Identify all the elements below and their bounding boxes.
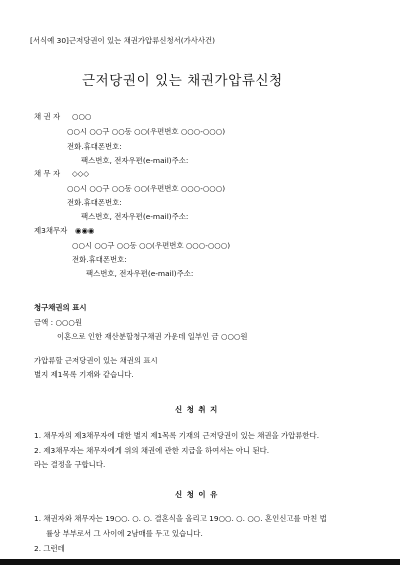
debtor-role: 채 무 자 xyxy=(34,169,61,178)
reasons-item-1: 1. 채권자와 채무자는 19○○. ○. ○. 결혼식을 올리고 19○○. ○. ○○. 혼인신고를 마친 법 xyxy=(34,514,327,523)
page-bottom-border xyxy=(0,559,400,565)
reasons-item-1-cont: 률상 부부로서 그 사이에 2남매를 두고 있습니다. xyxy=(46,529,203,538)
document-title: 근저당권이 있는 채권가압류신청 xyxy=(82,73,283,89)
seizure-line-1: 가압류할 근저당권이 있는 채권의 표시 xyxy=(34,356,158,365)
debtor-phone: 전화.휴대폰번호: xyxy=(67,198,122,207)
reasons-heading: 신 청 이 유 xyxy=(175,490,219,499)
reasons-item-2: 2. 그런데 xyxy=(34,544,65,553)
claim-heading: 청구채권의 표시 xyxy=(34,303,87,312)
creditor-address: ○○시 ○○구 ○○동 ○○(우편번호 ○○○-○○○) xyxy=(67,127,226,136)
purpose-item-1: 1. 채무자의 제3채무자에 대한 별지 제1목록 기재의 근저당권이 있는 채권을 가압류한다. xyxy=(34,431,320,440)
creditor-role: 채 권 자 xyxy=(34,112,61,121)
third-debtor-role: 제3채무자 xyxy=(34,226,68,235)
creditor-name: ○○○ xyxy=(72,112,92,121)
third-debtor-address: ○○시 ○○구 ○○동 ○○(우편번호 ○○○-○○○) xyxy=(72,241,231,250)
debtor-name: ◇◇◇ xyxy=(72,169,90,178)
third-debtor-name: ◉◉◉ xyxy=(75,226,95,235)
creditor-fax-email: 팩스번호, 전자우편(e-mail)주소: xyxy=(81,156,189,165)
claim-description: 이혼으로 인한 재산분할청구채권 가운데 일부인 금 ○○○원 xyxy=(57,332,248,341)
seizure-line-2: 별지 제1목록 기재와 같습니다. xyxy=(34,370,134,379)
creditor-phone: 전화.휴대폰번호: xyxy=(67,142,122,151)
third-debtor-phone: 전화.휴대폰번호: xyxy=(72,255,127,264)
third-debtor-fax-email: 팩스번호, 전자우편(e-mail)주소: xyxy=(86,269,194,278)
purpose-heading: 신 청 취 지 xyxy=(175,405,219,414)
purpose-closing: 라는 결정을 구합니다. xyxy=(34,460,106,469)
debtor-address: ○○시 ○○구 ○○동 ○○(우편번호 ○○○-○○○) xyxy=(67,184,226,193)
purpose-item-2: 2. 제3채무자는 채무자에게 위의 채권에 관한 지급을 하여서는 아니 된다. xyxy=(34,446,270,455)
form-header: [서식예 30]근저당권이 있는 채권가압류신청서(가사사건) xyxy=(30,36,216,45)
claim-amount: 금액 : ○○○원 xyxy=(34,318,82,327)
debtor-fax-email: 팩스번호, 전자우편(e-mail)주소: xyxy=(81,212,189,221)
